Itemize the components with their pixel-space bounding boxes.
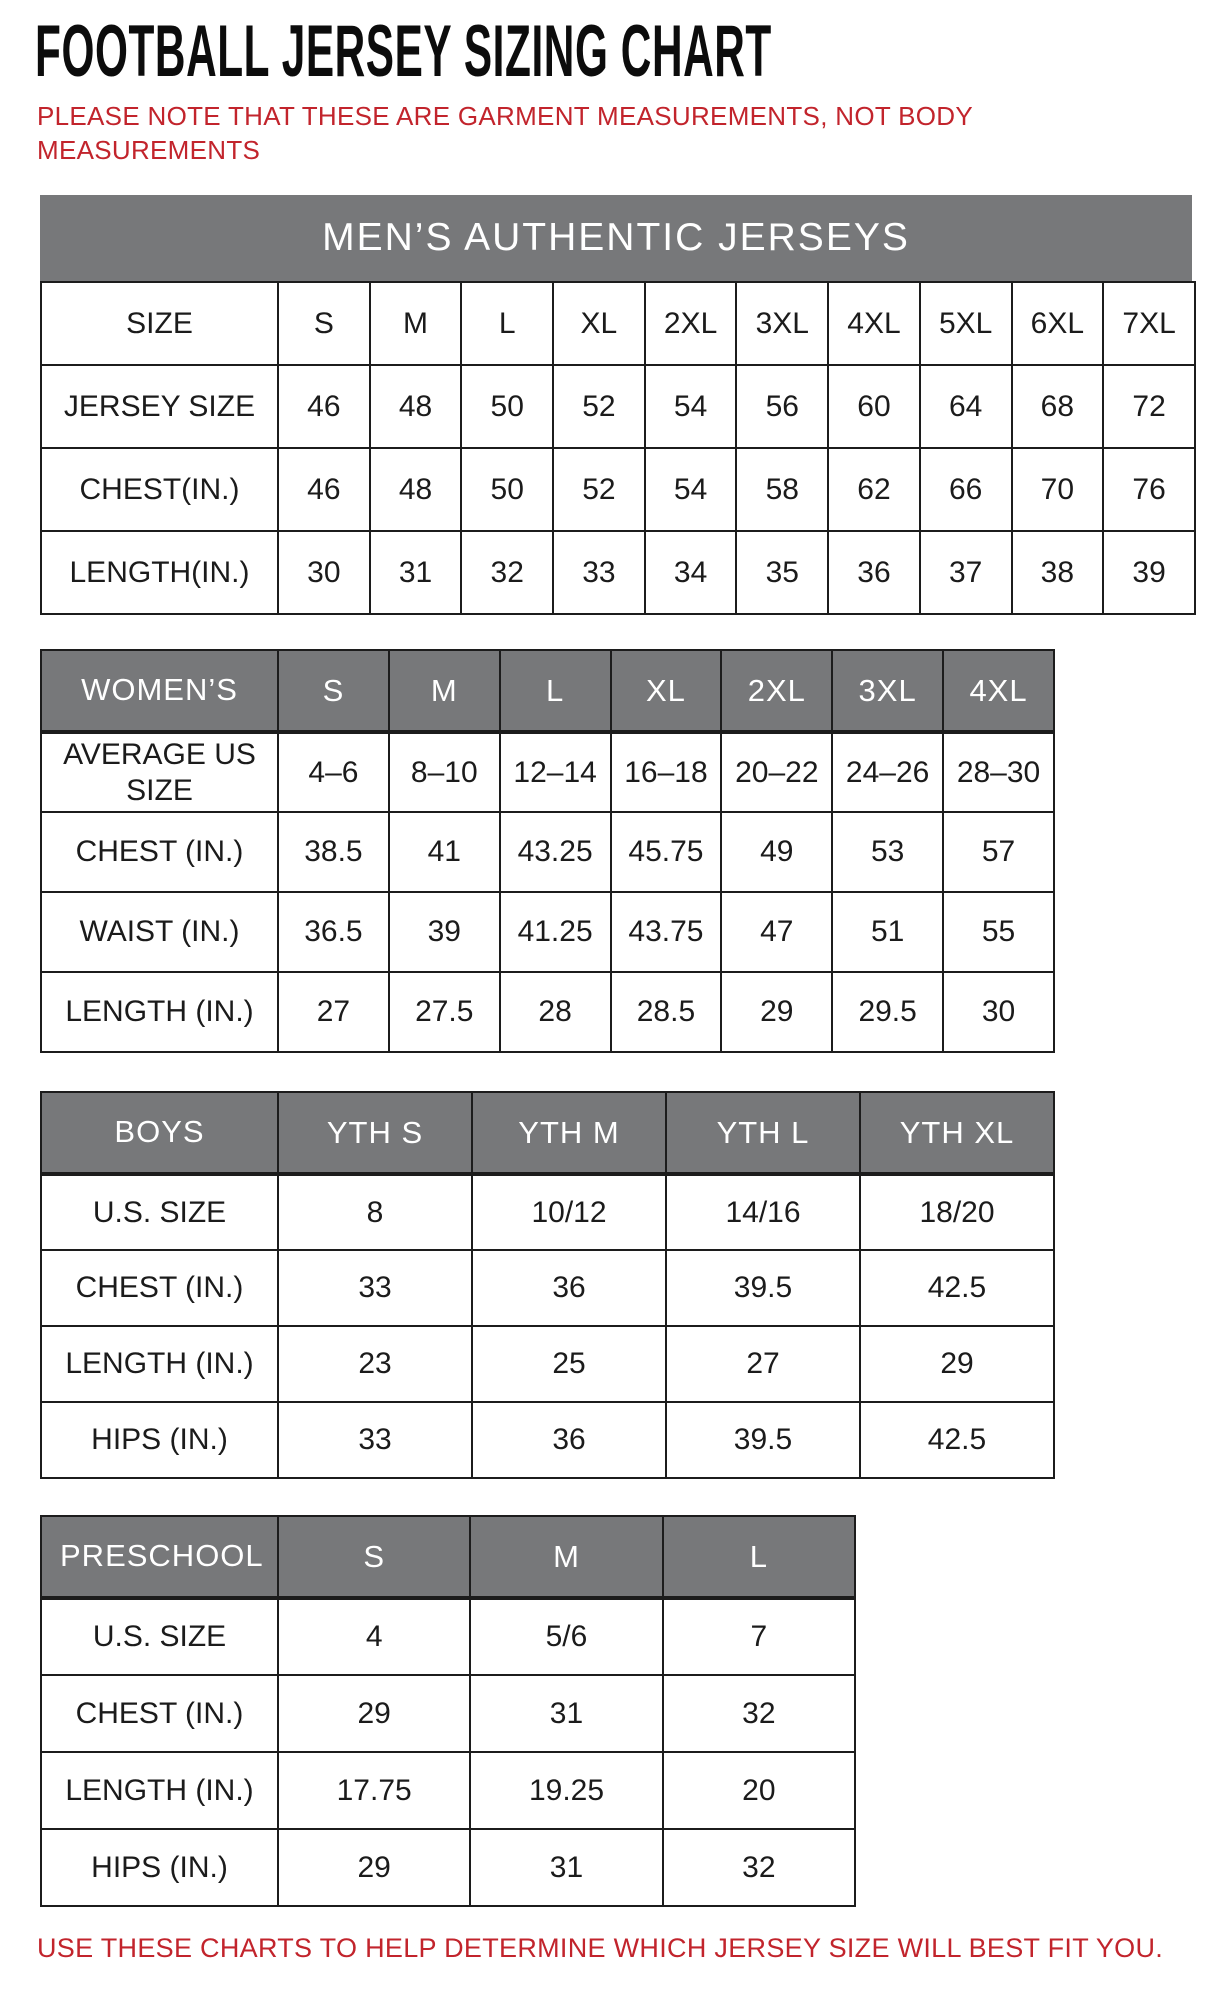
value-cell: 7 — [663, 1598, 855, 1675]
value-cell: 33 — [278, 1250, 472, 1326]
size-header-cell: XL — [611, 650, 722, 732]
value-cell: 36 — [472, 1250, 666, 1326]
value-cell: 33 — [278, 1402, 472, 1478]
size-header-cell: M — [389, 650, 500, 732]
value-cell: 52 — [553, 365, 645, 448]
value-cell: 27 — [666, 1326, 860, 1402]
size-header-cell: M — [470, 1516, 662, 1598]
value-cell: 34 — [645, 531, 737, 614]
value-cell: 29 — [860, 1326, 1054, 1402]
value-cell: 7XL — [1103, 282, 1195, 365]
value-cell: 60 — [828, 365, 920, 448]
value-cell: 6XL — [1012, 282, 1104, 365]
value-cell: 66 — [920, 448, 1012, 531]
value-cell: 48 — [370, 365, 462, 448]
value-cell: 51 — [832, 892, 943, 972]
value-cell: 50 — [461, 365, 553, 448]
value-cell: 55 — [943, 892, 1054, 972]
value-cell: 8–10 — [389, 732, 500, 812]
value-cell: 43.25 — [500, 812, 611, 892]
size-header-cell: 3XL — [832, 650, 943, 732]
value-cell: 76 — [1103, 448, 1195, 531]
value-cell: 57 — [943, 812, 1054, 892]
size-header-cell: S — [278, 650, 389, 732]
page-title — [35, 11, 1220, 92]
value-cell: 4–6 — [278, 732, 389, 812]
value-cell: 50 — [461, 448, 553, 531]
boys-header-row — [41, 1092, 1054, 1174]
value-cell: 58 — [736, 448, 828, 531]
value-cell: 29.5 — [832, 972, 943, 1052]
value-cell: 72 — [1103, 365, 1195, 448]
row-label: CHEST (IN.) — [41, 1675, 278, 1752]
value-cell: 10/12 — [472, 1174, 666, 1250]
value-cell: 43.75 — [611, 892, 722, 972]
value-cell: 28–30 — [943, 732, 1054, 812]
size-header-cell: L — [663, 1516, 855, 1598]
table-row — [41, 282, 1195, 365]
value-cell: 14/16 — [666, 1174, 860, 1250]
table-row — [41, 1402, 1054, 1478]
row-label: LENGTH (IN.) — [41, 972, 278, 1052]
row-label: HIPS (IN.) — [41, 1402, 278, 1478]
value-cell: 3XL — [736, 282, 828, 365]
value-cell: 28.5 — [611, 972, 722, 1052]
womens-sizing-table — [40, 649, 1055, 1053]
value-cell: 29 — [278, 1829, 470, 1906]
preschool-table-title-cell: PRESCHOOL — [41, 1516, 278, 1598]
value-cell: 29 — [721, 972, 832, 1052]
size-header-cell: S — [278, 1516, 470, 1598]
value-cell: 39.5 — [666, 1402, 860, 1478]
value-cell: 27.5 — [389, 972, 500, 1052]
table-row — [41, 732, 1054, 812]
size-header-cell: YTH XL — [860, 1092, 1054, 1174]
size-header-cell: 4XL — [943, 650, 1054, 732]
table-row — [41, 812, 1054, 892]
value-cell: 32 — [663, 1675, 855, 1752]
table-row — [41, 1174, 1054, 1250]
value-cell: 39.5 — [666, 1250, 860, 1326]
value-cell: 48 — [370, 448, 462, 531]
value-cell: 4XL — [828, 282, 920, 365]
footer-note: USE THESE CHARTS TO HELP DETERMINE WHICH JERSEY SIZE WILL BEST FIT YOU. — [37, 1933, 1164, 1964]
mens-sizing-table — [40, 281, 1196, 615]
value-cell: 68 — [1012, 365, 1104, 448]
table-row — [41, 448, 1195, 531]
value-cell: 35 — [736, 531, 828, 614]
value-cell: L — [461, 282, 553, 365]
value-cell: 62 — [828, 448, 920, 531]
value-cell: 49 — [721, 812, 832, 892]
value-cell: 42.5 — [860, 1402, 1054, 1478]
value-cell: 47 — [721, 892, 832, 972]
table-row — [41, 365, 1195, 448]
value-cell: 31 — [470, 1829, 662, 1906]
boys-table-title-cell: BOYS — [41, 1092, 278, 1174]
value-cell: 31 — [370, 531, 462, 614]
value-cell: 52 — [553, 448, 645, 531]
table-row — [41, 1675, 855, 1752]
preschool-header-row — [41, 1516, 855, 1598]
row-label: LENGTH (IN.) — [41, 1326, 278, 1402]
value-cell: 36 — [472, 1402, 666, 1478]
boys-sizing-table — [40, 1091, 1055, 1479]
value-cell: 31 — [470, 1675, 662, 1752]
value-cell: 28 — [500, 972, 611, 1052]
row-label: CHEST(IN.) — [41, 448, 278, 531]
size-header-cell: 2XL — [721, 650, 832, 732]
row-label: AVERAGE US SIZE — [41, 732, 278, 812]
value-cell: 46 — [278, 448, 370, 531]
value-cell: 46 — [278, 365, 370, 448]
value-cell: 37 — [920, 531, 1012, 614]
value-cell: 4 — [278, 1598, 470, 1675]
value-cell: 39 — [1103, 531, 1195, 614]
value-cell: 45.75 — [611, 812, 722, 892]
row-label: SIZE — [41, 282, 278, 365]
value-cell: 38.5 — [278, 812, 389, 892]
value-cell: 19.25 — [470, 1752, 662, 1829]
value-cell: 16–18 — [611, 732, 722, 812]
row-label: CHEST (IN.) — [41, 812, 278, 892]
value-cell: 20–22 — [721, 732, 832, 812]
row-label: U.S. SIZE — [41, 1174, 278, 1250]
size-header-cell: YTH S — [278, 1092, 472, 1174]
value-cell: 33 — [553, 531, 645, 614]
value-cell: 56 — [736, 365, 828, 448]
womens-table-title-cell: WOMEN’S — [41, 650, 278, 732]
value-cell: 36 — [828, 531, 920, 614]
row-label: CHEST (IN.) — [41, 1250, 278, 1326]
row-label: JERSEY SIZE — [41, 365, 278, 448]
value-cell: 32 — [461, 531, 553, 614]
value-cell: 23 — [278, 1326, 472, 1402]
value-cell: 5/6 — [470, 1598, 662, 1675]
row-label: WAIST (IN.) — [41, 892, 278, 972]
garment-measurements-note: PLEASE NOTE THAT THESE ARE GARMENT MEASUREMENTS, NOT BODY MEASUREMENTS — [37, 101, 973, 166]
womens-header-row — [41, 650, 1054, 732]
value-cell: 41.25 — [500, 892, 611, 972]
size-header-cell: YTH M — [472, 1092, 666, 1174]
mens-authentic-jerseys-banner: MEN’S AUTHENTIC JERSEYS — [40, 195, 1192, 281]
value-cell: 24–26 — [832, 732, 943, 812]
size-header-cell: L — [500, 650, 611, 732]
value-cell: 70 — [1012, 448, 1104, 531]
value-cell: 39 — [389, 892, 500, 972]
value-cell: 42.5 — [860, 1250, 1054, 1326]
table-row — [41, 1326, 1054, 1402]
row-label: LENGTH(IN.) — [41, 531, 278, 614]
row-label: HIPS (IN.) — [41, 1829, 278, 1906]
row-label: U.S. SIZE — [41, 1598, 278, 1675]
value-cell: 25 — [472, 1326, 666, 1402]
size-header-cell: YTH L — [666, 1092, 860, 1174]
table-row — [41, 1829, 855, 1906]
row-label: LENGTH (IN.) — [41, 1752, 278, 1829]
value-cell: 53 — [832, 812, 943, 892]
value-cell: 12–14 — [500, 732, 611, 812]
value-cell: 30 — [943, 972, 1054, 1052]
value-cell: 54 — [645, 365, 737, 448]
value-cell: S — [278, 282, 370, 365]
page-title-text: FOOTBALL JERSEY SIZING CHART — [35, 11, 772, 92]
value-cell: XL — [553, 282, 645, 365]
table-row — [41, 892, 1054, 972]
value-cell: 32 — [663, 1829, 855, 1906]
table-row — [41, 1598, 855, 1675]
value-cell: 20 — [663, 1752, 855, 1829]
value-cell: 30 — [278, 531, 370, 614]
value-cell: 38 — [1012, 531, 1104, 614]
value-cell: M — [370, 282, 462, 365]
value-cell: 54 — [645, 448, 737, 531]
value-cell: 29 — [278, 1675, 470, 1752]
table-row — [41, 972, 1054, 1052]
value-cell: 2XL — [645, 282, 737, 365]
value-cell: 36.5 — [278, 892, 389, 972]
value-cell: 27 — [278, 972, 389, 1052]
table-row — [41, 1250, 1054, 1326]
value-cell: 64 — [920, 365, 1012, 448]
value-cell: 41 — [389, 812, 500, 892]
preschool-sizing-table — [40, 1515, 856, 1907]
table-row — [41, 531, 1195, 614]
value-cell: 18/20 — [860, 1174, 1054, 1250]
table-row — [41, 1752, 855, 1829]
value-cell: 8 — [278, 1174, 472, 1250]
value-cell: 5XL — [920, 282, 1012, 365]
value-cell: 17.75 — [278, 1752, 470, 1829]
